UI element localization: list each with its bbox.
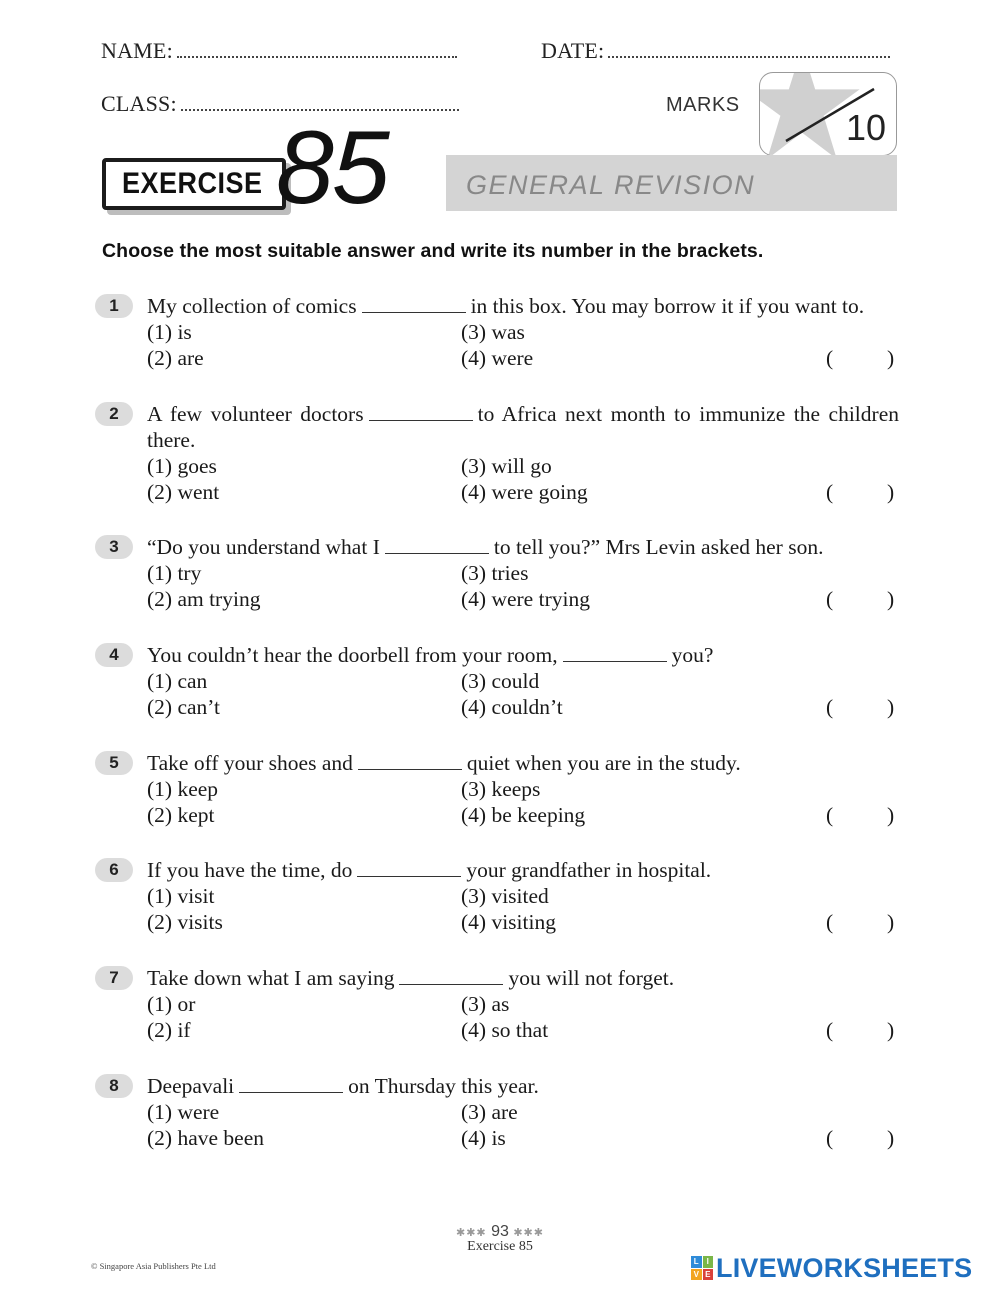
stem-after: on Thursday this year. — [348, 1074, 539, 1098]
date-label: DATE: — [541, 38, 605, 63]
answer-bracket-close[interactable]: ) — [887, 695, 895, 719]
liveworksheets-wordmark: LIVEWORKSHEETS — [716, 1252, 973, 1283]
answer-bracket-close[interactable]: ) — [887, 587, 895, 611]
option-2: (2) kept — [147, 803, 215, 827]
option-2: (2) can’t — [147, 695, 221, 719]
copyright-notice: © Singapore Asia Publishers Pte Ltd — [91, 1261, 216, 1271]
answer-bracket-open[interactable]: ( — [826, 346, 834, 370]
stem-after: you? — [671, 643, 714, 667]
stem-before: If you have the time, do — [147, 858, 353, 882]
question-stem — [147, 293, 899, 319]
option-4: (4) be keeping — [461, 803, 586, 827]
option-4: (4) were — [461, 346, 534, 370]
option-4: (4) visiting — [461, 910, 556, 934]
option-4: (4) couldn’t — [461, 695, 563, 719]
page-number-value: 93 — [491, 1223, 509, 1240]
question-stem — [147, 401, 899, 453]
answer-bracket-close[interactable]: ) — [887, 1126, 895, 1150]
stem-after: in this box. You may borrow it if you want to. — [470, 294, 865, 318]
ornament-right: ✱✱✱ — [513, 1227, 544, 1239]
option-4: (4) is — [461, 1126, 506, 1150]
answer-bracket-open[interactable]: ( — [826, 803, 834, 827]
stem-before: Take down what I am saying — [147, 966, 395, 990]
option-4: (4) were going — [461, 480, 588, 504]
answer-bracket-close[interactable]: ) — [887, 803, 895, 827]
question-stem — [147, 965, 899, 991]
ornament-left: ✱✱✱ — [455, 1227, 487, 1239]
class-label: CLASS: — [101, 91, 177, 116]
answer-bracket-close[interactable]: ) — [887, 346, 895, 370]
stem-after: quiet when you are in the study. — [466, 751, 741, 775]
stem-after: to Africa next month to immunize the children there. — [147, 402, 899, 452]
answer-blank[interactable] — [239, 1075, 343, 1093]
answer-bracket-open[interactable]: ( — [826, 1018, 834, 1042]
answer-bracket-open[interactable]: ( — [826, 1126, 834, 1150]
option-3: (3) could — [461, 669, 540, 693]
answer-bracket-close[interactable]: ) — [887, 910, 895, 934]
option-1: (1) is — [147, 320, 192, 344]
option-1: (1) or — [147, 992, 196, 1016]
option-3: (3) will go — [461, 454, 552, 478]
topic-title: GENERAL REVISION — [466, 170, 756, 200]
answer-blank[interactable] — [563, 644, 667, 662]
option-3: (3) was — [461, 320, 525, 344]
option-3: (3) visited — [461, 884, 549, 908]
answer-bracket-close[interactable]: ) — [887, 1018, 895, 1042]
date-blank[interactable] — [608, 42, 890, 58]
option-2: (2) am trying — [147, 587, 261, 611]
answer-blank[interactable] — [358, 752, 462, 770]
answer-bracket-open[interactable]: ( — [826, 695, 834, 719]
exercise-number: 85 — [276, 110, 388, 226]
option-1: (1) keep — [147, 777, 219, 801]
stem-after: to tell you?” Mrs Levin asked her son. — [493, 535, 824, 559]
stem-before: Take off your shoes and — [147, 751, 353, 775]
answer-blank[interactable] — [369, 403, 473, 421]
answer-blank[interactable] — [399, 967, 503, 985]
question-number: 6 — [95, 858, 133, 882]
date-field[interactable] — [541, 38, 890, 64]
question-number: 1 — [95, 294, 133, 318]
option-2: (2) are — [147, 346, 204, 370]
marks-total: 10 — [845, 107, 886, 148]
option-3: (3) are — [461, 1100, 518, 1124]
option-2: (2) went — [147, 480, 220, 504]
option-4: (4) were trying — [461, 587, 590, 611]
liveworksheets-icon: L I V E — [691, 1256, 713, 1280]
question-stem — [147, 857, 899, 883]
answer-bracket-open[interactable]: ( — [826, 480, 834, 504]
answer-bracket-open[interactable]: ( — [826, 910, 834, 934]
marks-box[interactable] — [759, 72, 897, 156]
stem-before: A few volunteer doctors — [147, 402, 364, 426]
question-stem — [147, 642, 899, 668]
answer-blank[interactable] — [385, 536, 489, 554]
marks-label: MARKS — [666, 94, 740, 116]
option-1: (1) try — [147, 561, 202, 585]
topic-banner — [446, 155, 897, 211]
option-1: (1) can — [147, 669, 208, 693]
answer-blank[interactable] — [357, 859, 461, 877]
answer-blank[interactable] — [362, 295, 466, 313]
option-4: (4) so that — [461, 1018, 549, 1042]
option-1: (1) goes — [147, 454, 217, 478]
option-3: (3) keeps — [461, 777, 541, 801]
question-number: 4 — [95, 643, 133, 667]
liveworksheets-logo[interactable] — [691, 1252, 972, 1284]
name-blank[interactable] — [177, 42, 457, 58]
option-2: (2) if — [147, 1018, 191, 1042]
instructions: Choose the most suitable answer and write its number in the brackets. — [102, 240, 764, 262]
name-field[interactable] — [101, 38, 457, 64]
name-label: NAME: — [101, 38, 173, 63]
class-blank[interactable] — [181, 95, 459, 111]
question-stem — [147, 534, 899, 560]
question-stem — [147, 750, 899, 776]
option-1: (1) visit — [147, 884, 215, 908]
option-3: (3) as — [461, 992, 510, 1016]
question-stem — [147, 1073, 899, 1099]
question-number: 8 — [95, 1074, 133, 1098]
question-number: 7 — [95, 966, 133, 990]
stem-before: Deepavali — [147, 1074, 235, 1098]
stem-before: “Do you understand what I — [147, 535, 380, 559]
option-1: (1) were — [147, 1100, 220, 1124]
question-number: 5 — [95, 751, 133, 775]
option-2: (2) have been — [147, 1126, 264, 1150]
exercise-word: EXERCISE — [122, 166, 263, 200]
exercise-badge — [102, 158, 286, 210]
answer-bracket-open[interactable]: ( — [826, 587, 834, 611]
footer-exercise-label: Exercise 85 — [467, 1239, 533, 1254]
stem-before: You couldn’t hear the doorbell from your room, — [147, 643, 558, 667]
stem-before: My collection of comics — [147, 294, 357, 318]
stem-after: you will not forget. — [508, 966, 675, 990]
stem-after: your grandfather in hospital. — [466, 858, 712, 882]
question-number: 2 — [95, 402, 133, 426]
option-2: (2) visits — [147, 910, 223, 934]
question-number: 3 — [95, 535, 133, 559]
answer-bracket-close[interactable]: ) — [887, 480, 895, 504]
option-3: (3) tries — [461, 561, 529, 585]
